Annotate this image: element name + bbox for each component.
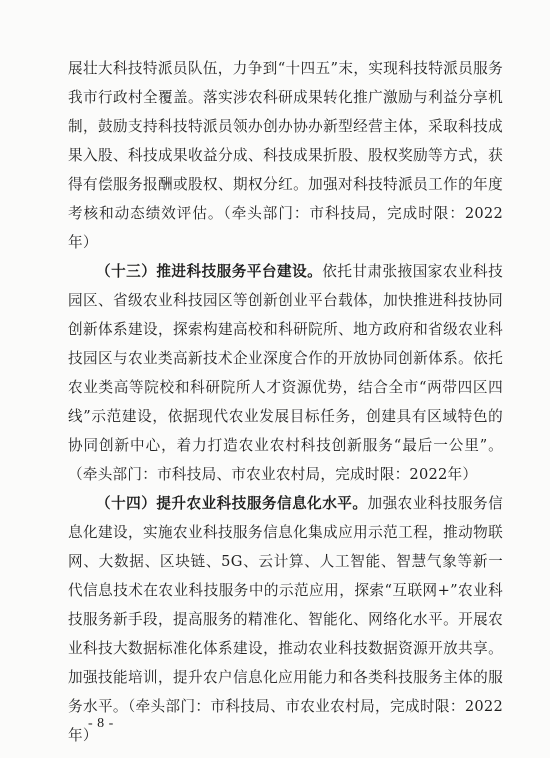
section-13-heading: （十三）推进科技服务平台建设。 bbox=[96, 263, 323, 280]
paragraph-continuation: 展壮大科技特派员队伍，力争到“十四五”末，实现科技特派员服务我市行政村全覆盖。落实涉农科研成果转化推广激励与利益分享机制，鼓励支持科技特派员领办创办协办新型经营主体，采取科技成果入股、科技成果收益分成、科技成果折股、股权奖励等方式，获得有偿服务报酬或股权、期权分红。加强对科技特派员工作的年度考核和动态绩效评估。（牵头部门：市科技局，完成时限：2022年） bbox=[68, 60, 503, 251]
section-13-body: 依托甘肃张掖国家农业科技园区、省级农业科技园区等创新创业平台载体，加快推进科技协同创新体系建设，探索构建高校和科研院所、地方政府和省级农业科技园区与农业类高新技术企业深度合作的开放协同创新体系。依托农业类高等院校和科研院所人才资源优势，结合全市“两带四区四线”示范建设，依据现代农业发展目标任务，创建具有区域特色的协同创新中心，着力打造农业农村科技创新服务“最后一公里”。（牵头部门：市科技局、市农业农村局，完成时限：2022年） bbox=[68, 263, 503, 483]
page-number: - 8 - bbox=[88, 716, 114, 731]
section-14 bbox=[68, 489, 503, 750]
document-body bbox=[68, 54, 503, 750]
section-13 bbox=[68, 257, 503, 489]
section-14-heading: （十四）提升农业科技服务信息化水平。 bbox=[96, 495, 368, 512]
section-14-body: 加强农业科技服务信息化建设，实施农业科技服务信息化集成应用示范工程，推动物联网、大数据、区块链、5G、云计算、人工智能、智慧气象等新一代信息技术在农业科技服务中的示范应用，探索“互联网+”农业科技服务新手段，提高服务的精准化、智能化、网络化水平。开展农业科技大数据标准化体系建设，推动农业科技数据资源开放共享。加强技能培训，提升农户信息化应用能力和各类科技服务主体的服务水平。（牵头部门：市科技局、市农业农村局，完成时限：2022年） bbox=[68, 495, 503, 744]
